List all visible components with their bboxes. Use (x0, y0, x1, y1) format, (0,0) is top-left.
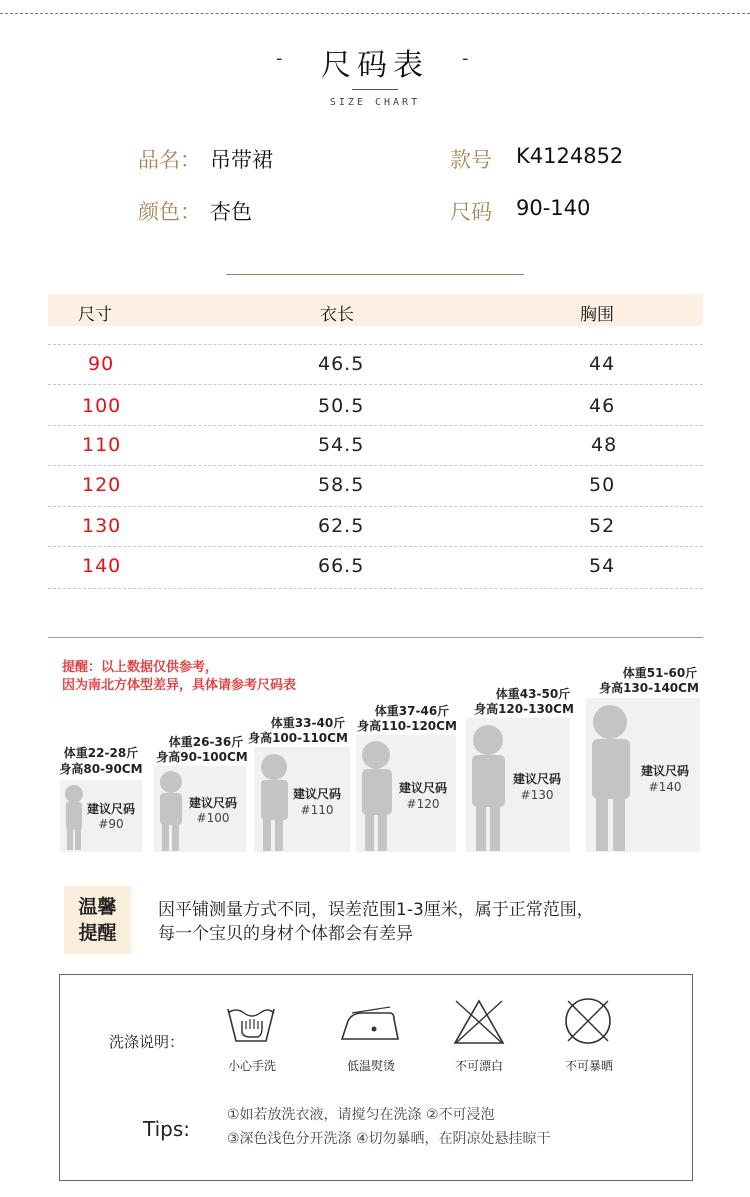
kid-weight: 体重37-46斤 (374, 704, 450, 718)
section-divider (226, 274, 524, 275)
row-divider (48, 344, 703, 345)
care-item-label: 不可暴晒 (564, 1059, 613, 1073)
care-item-label: 低温熨烫 (346, 1059, 395, 1073)
row-divider (48, 546, 703, 547)
tips-label: Tips: (143, 1117, 191, 1141)
top-dashed-divider (0, 13, 750, 14)
row-divider (48, 384, 703, 385)
kid-figure-card (154, 766, 246, 852)
title-dash-right: - (462, 48, 469, 69)
table-cell-length: 46.5 (318, 353, 365, 375)
table-cell-length: 58.5 (318, 474, 365, 496)
kid-height: 身高90-100CM (156, 750, 248, 764)
table-cell-chest: 48 (591, 434, 618, 456)
no-tumble-dry-icon (562, 995, 614, 1047)
warm-tip-line-1: 因平铺测量方式不同，误差范围1-3厘米，属于正常范围， (158, 900, 594, 920)
table-cell-chest: 50 (589, 474, 616, 496)
table-cell-chest: 44 (589, 353, 616, 375)
warm-tip-badge (64, 886, 131, 954)
table-cell-size: 130 (82, 515, 122, 537)
header-length: 衣长 (320, 305, 354, 325)
row-divider (48, 465, 703, 466)
page-title: 尺码表 (321, 48, 429, 83)
kid-figure-card (466, 718, 570, 852)
warm-tip-line-2: 每一个宝贝的身材个体都会有差异 (158, 924, 413, 944)
table-cell-size: 90 (88, 353, 115, 375)
kid-size: #110 (300, 803, 334, 817)
title-underline (352, 89, 398, 90)
care-item-label: 不可漂白 (454, 1059, 503, 1073)
kid-recommend: 建议尺码 (398, 781, 447, 795)
header-chest: 胸围 (580, 305, 614, 325)
notice-line-1: 提醒：以上数据仅供参考， (62, 660, 219, 675)
kid-weight: 体重22-28斤 (63, 746, 139, 760)
no-bleach-icon (452, 997, 506, 1047)
table-cell-chest: 52 (589, 515, 616, 537)
kid-height: 身高100-110CM (248, 731, 348, 745)
table-cell-size: 140 (82, 555, 122, 577)
size-table-header (48, 294, 703, 326)
kid-height: 身高130-140CM (599, 681, 699, 695)
size-range-label: 尺码 (450, 200, 492, 224)
kid-figure-card (254, 747, 350, 852)
care-instructions-box (59, 974, 693, 1181)
table-cell-length: 62.5 (318, 515, 365, 537)
kid-weight: 体重51-60斤 (622, 666, 698, 680)
kid-height: 身高110-120CM (357, 719, 457, 733)
kid-recommend: 建议尺码 (292, 787, 341, 801)
table-cell-size: 120 (82, 474, 122, 496)
color-label: 颜色： (138, 200, 201, 224)
table-cell-size: 100 (82, 395, 122, 417)
table-cell-chest: 54 (589, 555, 616, 577)
kid-figure-card (356, 735, 456, 852)
low-iron-icon (338, 1003, 404, 1045)
child-silhouette-icon (60, 780, 142, 852)
kid-recommend: 建议尺码 (640, 764, 689, 778)
tips-line-2: ③深色浅色分开洗涤 ④切勿暴晒，在阴凉处悬挂晾干 (227, 1131, 551, 1147)
table-cell-size: 110 (82, 434, 122, 456)
kid-height: 身高120-130CM (474, 702, 574, 716)
size-range-value: 90-140 (516, 196, 591, 220)
table-cell-length: 54.5 (318, 434, 365, 456)
kid-size: #100 (196, 811, 230, 825)
notice-line-2: 因为南北方体型差异，具体请参考尺码表 (62, 678, 297, 693)
row-divider (48, 506, 703, 507)
style-number-label: 款号 (450, 148, 492, 172)
section-divider (48, 637, 703, 638)
product-name-value: 吊带裙 (210, 148, 273, 172)
kid-figure-card (60, 780, 142, 852)
care-item-label: 小心手洗 (227, 1059, 276, 1073)
table-cell-length: 50.5 (318, 395, 365, 417)
kid-recommend: 建议尺码 (86, 802, 135, 816)
kid-size: #120 (406, 797, 440, 811)
title-dash-left: - (276, 48, 283, 69)
kid-size: #130 (520, 788, 554, 802)
kid-recommend: 建议尺码 (512, 772, 561, 786)
warm-tip-title-1: 温馨 (78, 896, 117, 918)
product-name-label: 品名： (138, 148, 201, 172)
page-subtitle: SIZE CHART (329, 97, 421, 108)
kid-figure-card (586, 698, 700, 852)
kid-weight: 体重33-40斤 (270, 716, 346, 730)
style-number-value: K4124852 (516, 144, 624, 168)
kid-size: #140 (648, 780, 682, 794)
tips-line-1: ①如若放洗衣液，请搅匀在洗涤 ②不可浸泡 (227, 1107, 495, 1123)
warm-tip-title-2: 提醒 (78, 922, 117, 944)
care-label: 洗涤说明： (109, 1033, 185, 1051)
table-cell-length: 66.5 (318, 555, 365, 577)
kid-weight: 体重43-50斤 (495, 687, 571, 701)
kid-recommend: 建议尺码 (188, 796, 237, 810)
kid-weight: 体重26-36斤 (168, 735, 244, 749)
table-cell-chest: 46 (589, 395, 616, 417)
header-size: 尺寸 (78, 305, 112, 325)
row-divider (48, 425, 703, 426)
row-divider (48, 588, 703, 589)
hand-wash-icon (222, 999, 282, 1045)
color-value: 杏色 (210, 200, 252, 224)
kid-size: #90 (98, 817, 124, 831)
kid-height: 身高80-90CM (59, 762, 143, 776)
